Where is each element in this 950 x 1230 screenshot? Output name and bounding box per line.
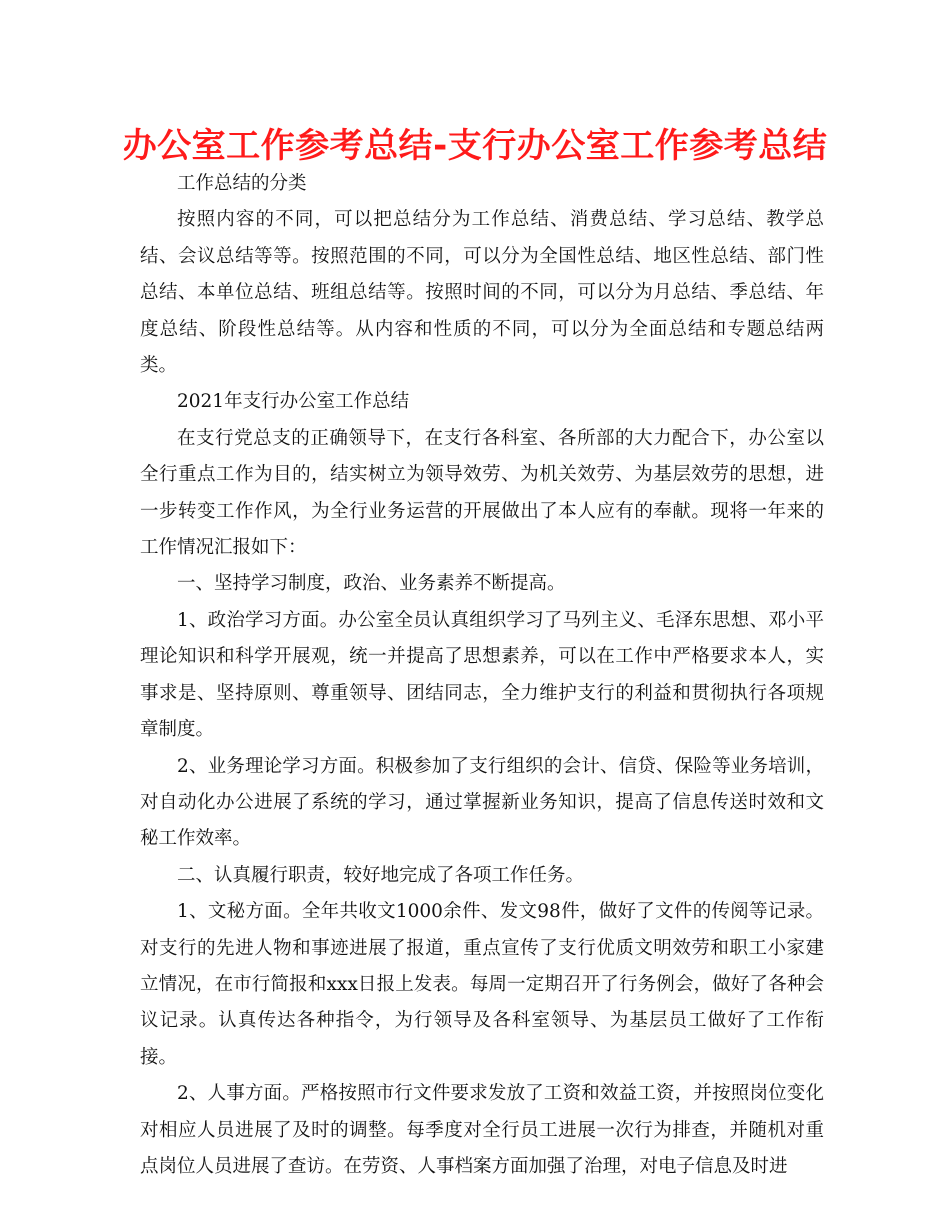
paragraph-secretarial: 1、文秘方面。全年共收文1000余件、发文98件，做好了文件的传阅等记录。对支行的先进人物和事迹进展了报道，重点宣传了支行优质文明效劳和职工小家建立情况，在市行简报和xxx日报上发表。每周一定期召开了行务例会，做好了各种会议记录。认真传达各种指令，为行领导及各科室领导、为基层员工做好了工作衔接。 bbox=[140, 901, 824, 1068]
paragraph-section-two-heading: 二、认真履行职责，较好地完成了各项工作任务。 bbox=[177, 864, 585, 886]
paragraph-section-one-heading: 一、坚持学习制度，政治、业务素养不断提高。 bbox=[177, 573, 566, 595]
document-body bbox=[140, 166, 824, 1185]
paragraph-intro: 在支行党总支的正确领导下，在支行各科室、各所部的大力配合下，办公室以全行重点工作为目的，结实树立为领导效劳、为机关效劳、为基层效劳的思想，进一步转变工作作风，为全行业务运营的开展做出了本人应有的奉献。现将一年来的工作情况汇报如下： bbox=[140, 427, 824, 559]
paragraph-business-study: 2、业务理论学习方面。积极参加了支行组织的会计、信贷、保险等业务培训，对自动化办公进展了系统的学习，通过掌握新业务知识，提高了信息传送时效和文秘工作效率。 bbox=[140, 755, 824, 850]
section-heading-annual-summary: 2021年支行办公室工作总结 bbox=[177, 391, 410, 413]
paragraph-political-study: 1、政治学习方面。办公室全员认真组织学习了马列主义、毛泽东思想、邓小平理论知识和科学开展观，统一并提高了思想素养，可以在工作中严格要求本人，实事求是、坚持原则、尊重领导、团结同志，全力维护支行的利益和贯彻执行各项规章制度。 bbox=[140, 609, 824, 741]
paragraph-classification: 按照内容的不同，可以把总结分为工作总结、消费总结、学习总结、教学总结、会议总结等等。按照范围的不同，可以分为全国性总结、地区性总结、部门性总结、本单位总结、班组总结等。按照时间的不同，可以分为月总结、季总结、年度总结、阶段性总结等。从内容和性质的不同，可以分为全面总结和专题总结两类。 bbox=[140, 209, 824, 377]
paragraph-personnel: 2、人事方面。严格按照市行文件要求发放了工资和效益工资，并按照岗位变化对相应人员进展了及时的调整。每季度对全行员工进展一次行为排查，并随机对重点岗位人员进展了查访。在劳资、人事档案方面加强了治理，对电子信息及时进 bbox=[140, 1083, 824, 1177]
section-heading-classification: 工作总结的分类 bbox=[177, 173, 307, 194]
document-title: 办公室工作参考总结-支行办公室工作参考总结 bbox=[122, 126, 828, 166]
